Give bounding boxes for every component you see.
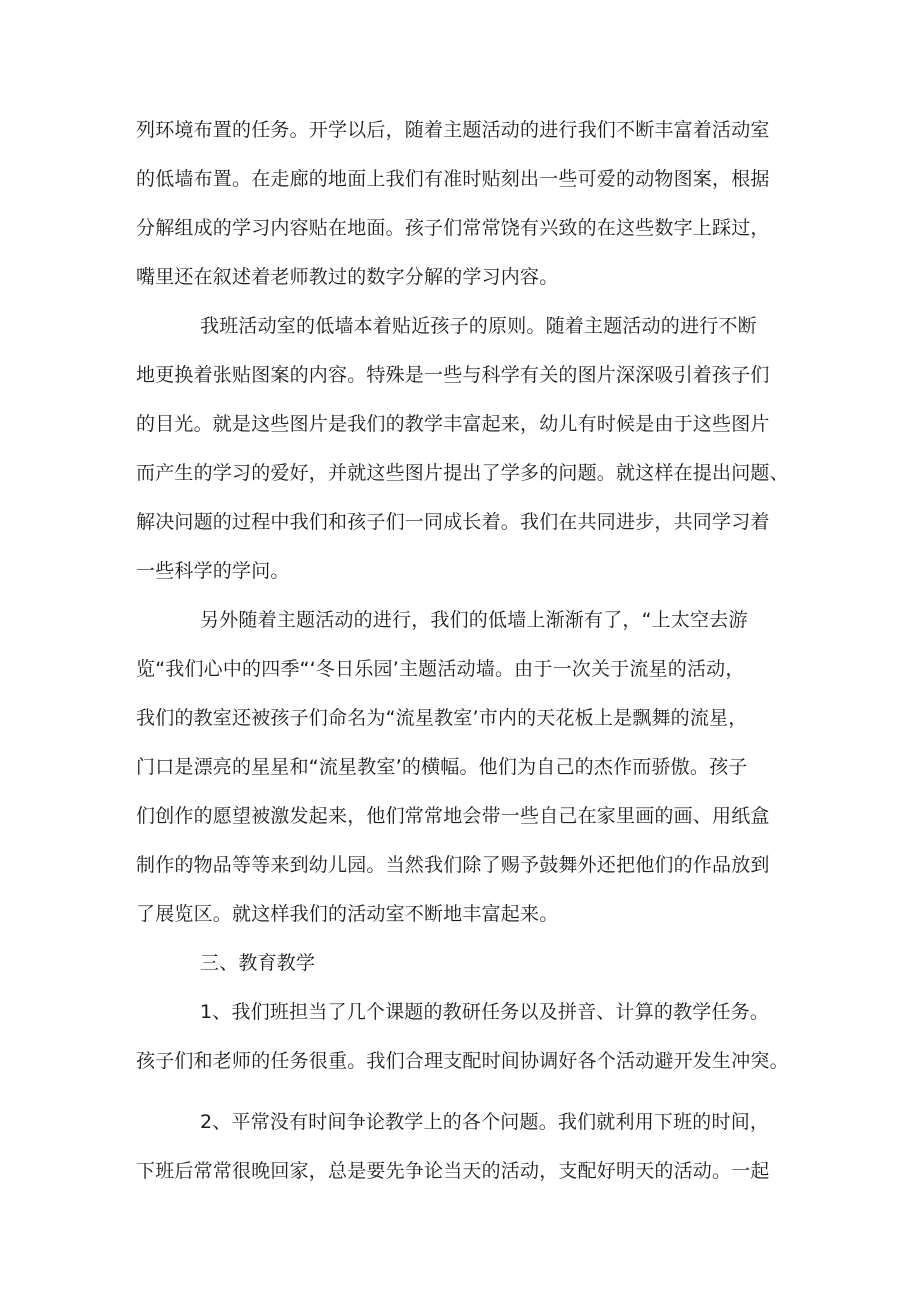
text-line: 一些科学的学问。 [136, 560, 290, 582]
paragraph-first-line: 另外随着主题活动的进行，我们的低墙上渐渐有了，“上太空去游 [200, 609, 748, 631]
text-line: 解决问题的过程中我们和孩子们一同成长着。我们在共同进步，共同学习着 [136, 511, 770, 533]
paragraph-first-line: 2、平常没有时间争论教学上的各个问题。我们就利用下班的时间， [200, 1111, 770, 1133]
section-heading: 三、教育教学 [200, 952, 316, 974]
text-line: 而产生的学习的爱好，并就这些图片提出了学多的问题。就这样在提出问题、 [136, 462, 789, 484]
text-line: 制作的物品等等来到幼儿园。当然我们除了赐予鼓舞外还把他们的作品放到 [136, 854, 770, 876]
text-line: 门口是漂亮的星星和“流星教室’的横幅。他们为自己的杰作而骄傲。孩子 [136, 756, 748, 778]
text-line: 的低墙布置。在走廊的地面上我们有准时贴刻出一些可爱的动物图案，根据 [136, 168, 770, 190]
text-line: 地更换着张贴图案的内容。特殊是一些与科学有关的图片深深吸引着孩子们 [136, 364, 770, 386]
text-line: 嘴里还在叙述着老师教过的数字分解的学习内容。 [136, 266, 559, 288]
text-line: 下班后常常很晚回家，总是要先争论当天的活动，支配好明天的活动。一起 [136, 1160, 770, 1182]
text-line: 的目光。就是这些图片是我们的教学丰富起来，幼儿有时候是由于这些图片 [136, 413, 770, 435]
text-line: 们创作的愿望被激发起来，他们常常地会带一些自己在家里画的画、用纸盒 [136, 805, 770, 827]
text-line: 孩子们和老师的任务很重。我们合理支配时间协调好各个活动避开发生冲突。 [136, 1050, 789, 1072]
paragraph-first-line: 我班活动室的低墙本着贴近孩子的原则。随着主题活动的进行不断 [200, 315, 757, 337]
text-line: 了展览区。就这样我们的活动室不断地丰富起来。 [136, 903, 559, 925]
text-line: 览“我们心中的四季“‘冬日乐园’主题活动墙。由于一次关于流星的活动， [136, 658, 745, 680]
paragraph-first-line: 1、我们班担当了几个课题的教研任务以及拼音、计算的教学任务。 [200, 1001, 770, 1023]
text-line: 分解组成的学习内容贴在地面。孩子们常常饶有兴致的在这些数字上踩过， [136, 217, 770, 239]
text-line: 列环境布置的任务。开学以后，随着主题活动的进行我们不断丰富着活动室 [136, 119, 770, 141]
text-line: 我们的教室还被孩子们命名为“流星教室’市内的天花板上是飘舞的流星， [136, 707, 748, 729]
